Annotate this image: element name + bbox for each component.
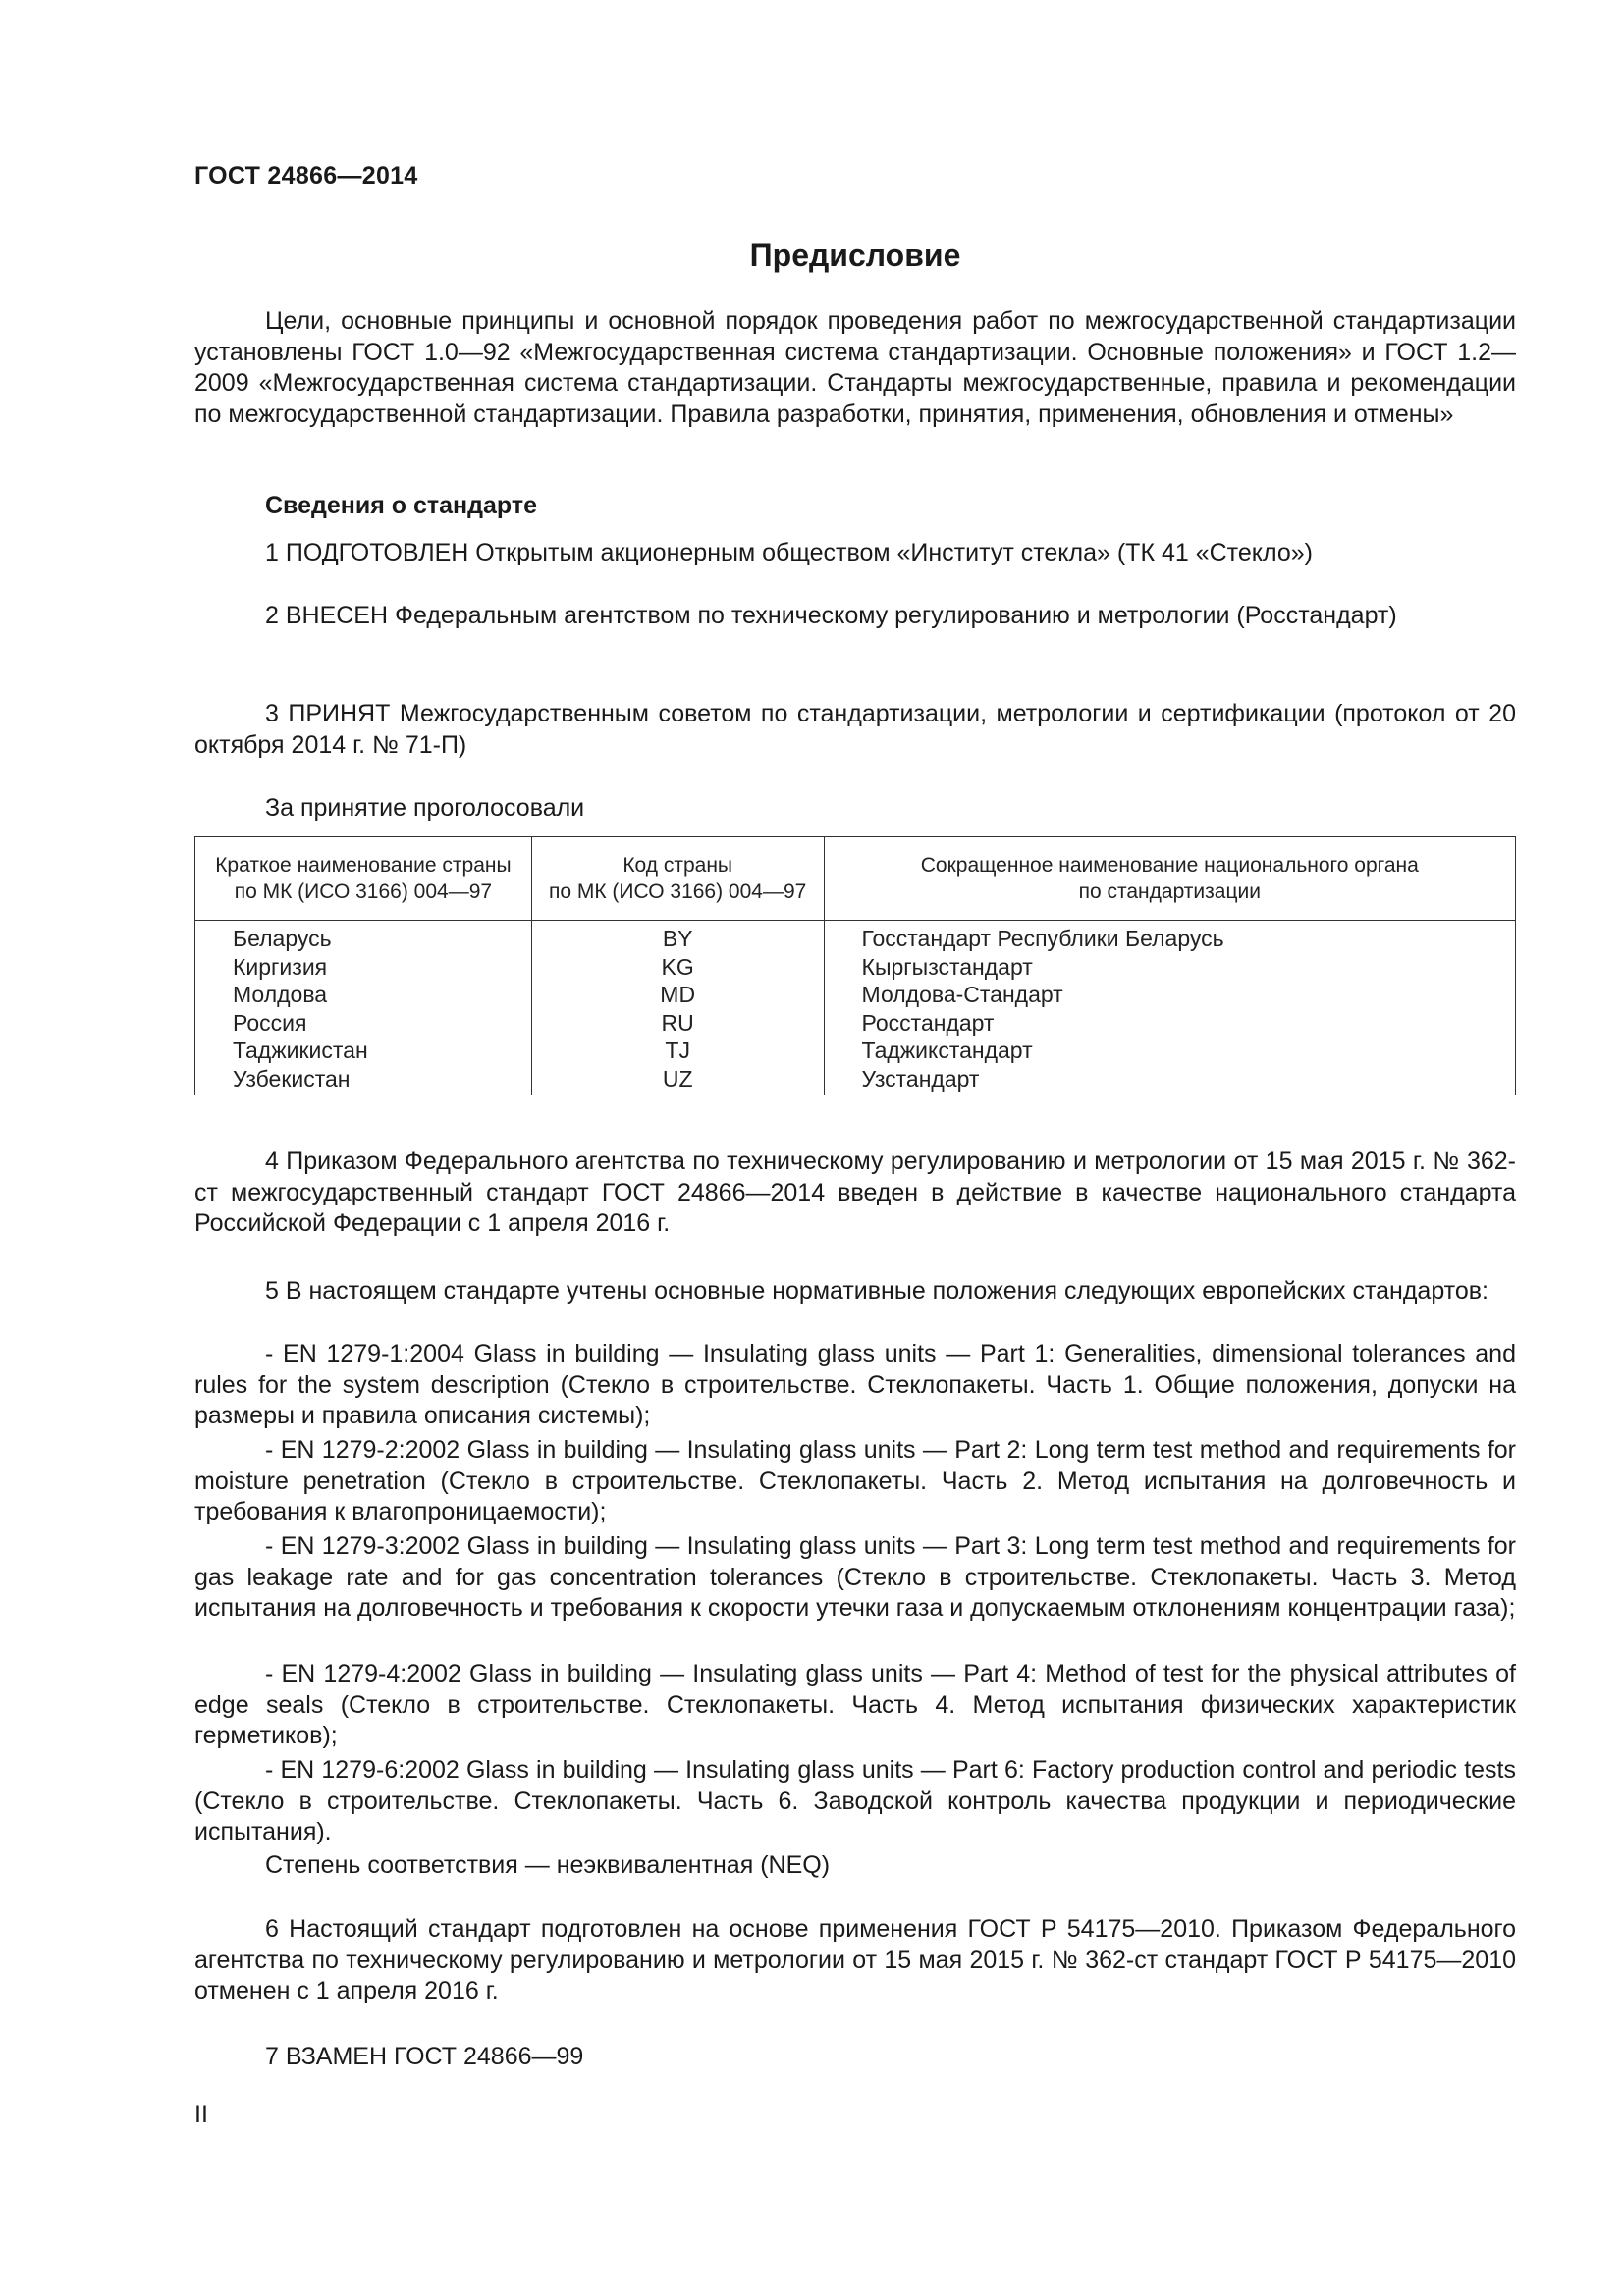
table-row [195, 981, 1516, 1009]
body-cell: Молдова-Стандарт [824, 981, 1515, 1009]
code-cell: RU [531, 1009, 824, 1038]
table-header-row [195, 837, 1516, 921]
column-header-body [824, 837, 1515, 921]
table-row [195, 1065, 1516, 1095]
en-1279-6: - EN 1279-6:2002 Glass in building — Insulating glass units — Part 6: Factory production control and periodic tests (Стекло в строительстве. Стеклопакеты. Часть 6. Заводской контроль качества продукции и периодические испытания). [194, 1756, 1516, 1845]
code-cell: KG [531, 953, 824, 982]
country-cell: Узбекистан [195, 1065, 532, 1095]
intro-paragraph: Цели, основные принципы и основной порядок проведения работ по межгосударственной стандартизации установлены ГОСТ 1.0—92 «Межгосударственная система стандартизации. Основные положения» и ГОСТ 1.2—2009 «Межгосударственная система стандартизации. Стандарты межгосударственные, правила и рекомендации по межгосударственной стандартизации. Правила разработки, принятия, применения, обновления и отмены» [194, 307, 1516, 428]
country-cell: Киргизия [195, 953, 532, 982]
column-header-country-line1: Краткое наименование страны [215, 854, 512, 877]
column-header-code [531, 837, 824, 921]
item-4-order: 4 Приказом Федерального агентства по техническому регулированию и метрологии от 15 мая 2015 г. № 362-ст межгосударственный стандарт ГОСТ 24866—2014 введен в действие в качестве национального стандарта Российской Федерации с 1 апреля 2016 г. [194, 1148, 1516, 1237]
country-cell: Беларусь [195, 921, 532, 953]
body-cell: Таджикстандарт [824, 1037, 1515, 1065]
country-cell: Россия [195, 1009, 532, 1038]
body-cell: Кыргызстандарт [824, 953, 1515, 982]
degree-of-correspondence: Степень соответствия — неэквивалентная (NEQ) [265, 1851, 831, 1879]
document-id-header: ГОСТ 24866—2014 [194, 162, 418, 189]
table-row [195, 1009, 1516, 1038]
code-cell: UZ [531, 1065, 824, 1095]
code-cell: BY [531, 921, 824, 953]
vote-label: За принятие проголосовали [265, 794, 585, 822]
table-row [195, 921, 1516, 953]
column-header-code-line1: Код страны [622, 854, 733, 877]
en-1279-1: - EN 1279-1:2004 Glass in building — Insulating glass units — Part 1: Generalities, dimensional tolerances and rules for the system description (Стекло в строительстве. Стеклопакеты. Часть 1. Общие положения, допуски на размеры и правила описания системы); [194, 1340, 1516, 1429]
body-cell: Узстандарт [824, 1065, 1515, 1095]
item-3-adopted: 3 ПРИНЯТ Межгосударственным советом по стандартизации, метрологии и сертификации (протокол от 20 октября 2014 г. № 71-П) [194, 700, 1516, 759]
section-heading: Сведения о стандарте [265, 492, 538, 519]
page-number: II [194, 2101, 208, 2128]
body-cell: Росстандарт [824, 1009, 1515, 1038]
body-cell: Госстандарт Республики Беларусь [824, 921, 1515, 953]
document-page [194, 0, 1516, 2296]
en-1279-2: - EN 1279-2:2002 Glass in building — Insulating glass units — Part 2: Long term test method and requirements for moisture penetration (Стекло в строительстве. Стеклопакеты. Часть 2. Метод испытания на долговечность и требования к влагопроницаемости); [194, 1436, 1516, 1525]
table-row [195, 1037, 1516, 1065]
table-row [195, 953, 1516, 982]
item-7-replaces: 7 ВЗАМЕН ГОСТ 24866—99 [265, 2043, 584, 2070]
item-2-introduced: 2 ВНЕСЕН Федеральным агентством по техническому регулированию и метрологии (Росстандарт) [265, 602, 1397, 629]
voting-table [194, 836, 1516, 1095]
column-header-code-line2: по МК (ИСО 3166) 004—97 [548, 881, 807, 903]
item-1-prepared: 1 ПОДГОТОВЛЕН Открытым акционерным обществом «Институт стекла» (ТК 41 «Стекло») [265, 539, 1313, 566]
item-6-based-on: 6 Настоящий стандарт подготовлен на основе применения ГОСТ Р 54175—2010. Приказом Федерального агентства по техническому регулированию и метрологии от 15 мая 2015 г. № 362-ст стандарт ГОСТ Р 54175—2010 отменен с 1 апреля 2016 г. [194, 1915, 1516, 2004]
column-header-country [195, 837, 532, 921]
code-cell: MD [531, 981, 824, 1009]
country-cell: Таджикистан [195, 1037, 532, 1065]
column-header-body-line1: Сокращенное наименование национального органа [920, 854, 1419, 877]
column-header-country-line2: по МК (ИСО 3166) 004—97 [234, 881, 493, 903]
code-cell: TJ [531, 1037, 824, 1065]
item-5-european-standards: 5 В настоящем стандарте учтены основные нормативные положения следующих европейских стандартов: [265, 1277, 1488, 1305]
en-1279-4: - EN 1279-4:2002 Glass in building — Insulating glass units — Part 4: Method of test for the physical attributes of edge seals (Стекло в строительстве. Стеклопакеты. Часть 4. Метод испытания физических характеристик герметиков); [194, 1660, 1516, 1749]
country-cell: Молдова [195, 981, 532, 1009]
en-1279-3: - EN 1279-3:2002 Glass in building — Insulating glass units — Part 3: Long term test method and requirements for gas leakage rate and for gas concentration tolerances (Стекло в строительстве. Стеклопакеты. Часть 3. Метод испытания на долговечность и требования к скорости утечки газа и допускаемым отклонениям концентрации газа); [194, 1532, 1516, 1622]
column-header-body-line2: по стандартизации [1078, 881, 1261, 903]
page-title: Предисловие [749, 238, 961, 273]
